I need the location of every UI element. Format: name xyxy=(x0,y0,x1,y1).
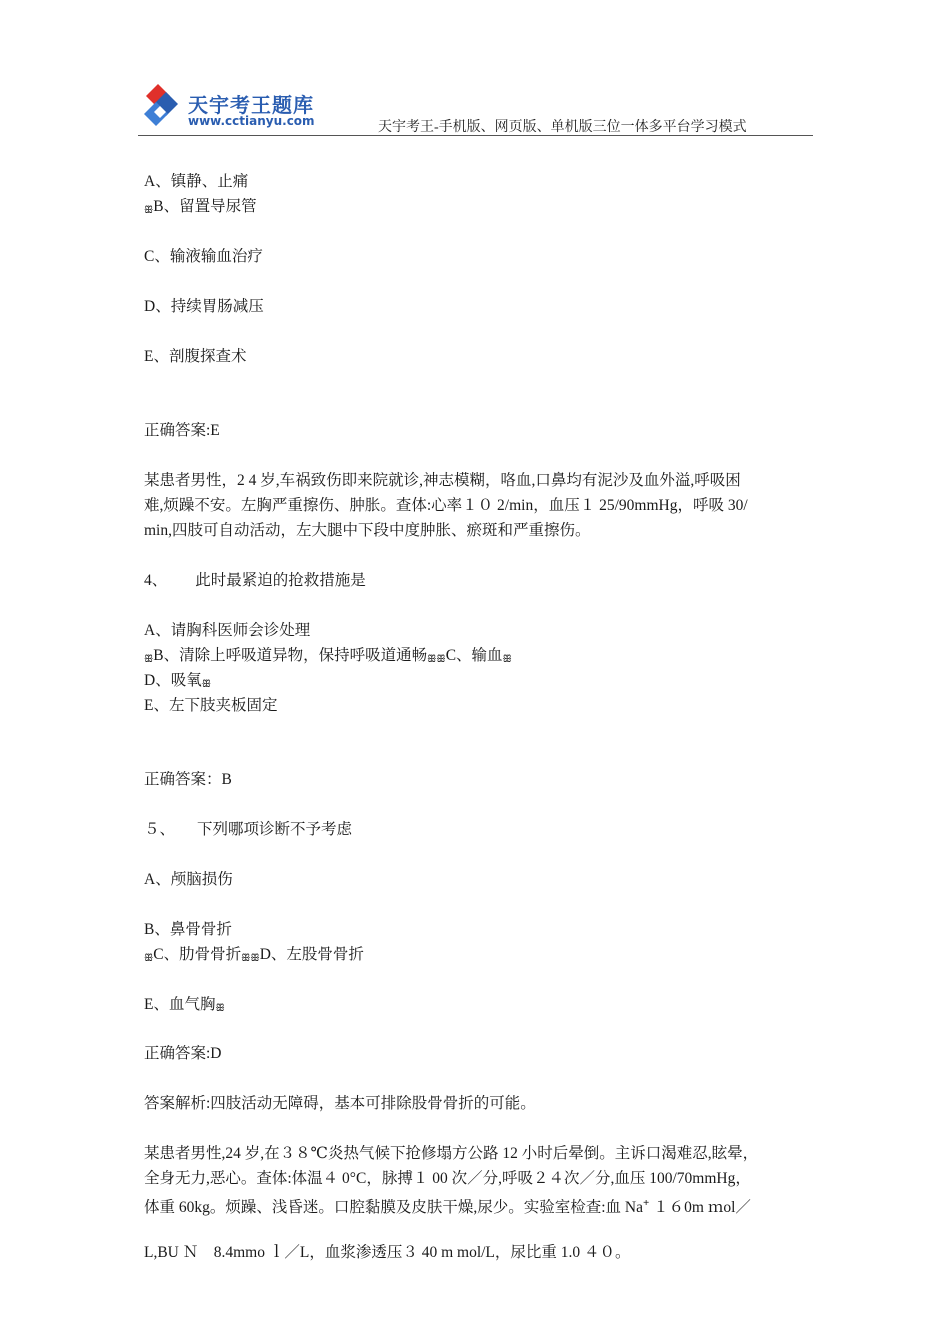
q4-options-bc-line xyxy=(144,646,512,670)
case2-line-2: 全身无力,恶心。查体:体温４ 0°C，脉搏１ 00 次／分,呼吸２４次／分,血压 100/70mmHg， xyxy=(144,1170,751,1187)
mark-glyph: ꕥ xyxy=(144,953,154,964)
page-header xyxy=(138,78,813,136)
mark-glyph: ꕥ xyxy=(201,679,211,690)
case2-line-1: 某患者男性,24 岁,在３８℃炎热气候下抢修塌方公路 12 小时后晕倒。主诉口渴难忍,眩晕， xyxy=(144,1145,759,1162)
case1-line-3: min,四肢可自动活动，左大腿中下段中度肿胀、瘀斑和严重擦伤。 xyxy=(144,522,591,539)
case2-paragraph xyxy=(144,1141,804,1220)
mark-glyph: ꕥ xyxy=(144,205,154,216)
q4-option-a: A、请胸科医师会诊处理 xyxy=(144,622,311,639)
tianyu-logo-icon xyxy=(144,82,190,130)
brand-name: 天宇考王题库 xyxy=(188,93,314,117)
q4-number: 4、 xyxy=(144,572,168,589)
q3-option-d: D、持续胃肠减压 xyxy=(144,298,264,315)
case2-line-3 xyxy=(144,1191,804,1220)
q4-option-b: B、清除上呼吸道异物，保持呼吸道通畅 xyxy=(153,647,428,664)
q5-option-e: E、血气胸 xyxy=(144,996,216,1013)
q4-option-e: E、左下肢夹板固定 xyxy=(144,697,278,714)
case1-line-2: 难,烦躁不安。左胸严重擦伤、肿胀。查体:心率１０ 2/min，血压１ 25/90mmHg，呼吸 30/ xyxy=(144,497,748,514)
q5-stem: 下列哪项诊断不予考虑 xyxy=(197,821,353,838)
q4-answer: 正确答案：B xyxy=(144,771,232,788)
q3-option-b: B、留置导尿管 xyxy=(153,198,257,215)
q3-option-b-line xyxy=(144,197,257,221)
case2-line-3a: 体重 60kg。烦躁、浅昏迷。口腔黏膜及皮肤干燥,尿少。实验室检查:血 Na xyxy=(144,1199,644,1217)
header-tagline: 天宇考王-手机版、网页版、单机版三位一体多平台学习模式 xyxy=(378,120,747,135)
case1-paragraph xyxy=(144,468,804,543)
q5-options-cd-line xyxy=(144,945,364,969)
mark-glyph: ꕥ xyxy=(250,953,260,964)
q4-stem-line xyxy=(144,571,366,591)
mark-glyph: ꕥ xyxy=(215,1003,225,1014)
sodium-superscript: + xyxy=(643,1197,650,1209)
q3-option-c: C、输液输血治疗 xyxy=(144,248,263,265)
q4-option-d-line xyxy=(144,671,211,695)
mark-glyph: ꕥ xyxy=(502,654,512,665)
mark-glyph: ꕥ xyxy=(427,654,437,665)
q5-option-d: D、左股骨骨折 xyxy=(259,946,364,963)
q5-option-c: C、肋骨骨折 xyxy=(153,946,242,963)
q4-option-d: D、吸氧 xyxy=(144,672,202,689)
q5-option-a: A、颅脑损伤 xyxy=(144,871,233,888)
q5-number: ５、 xyxy=(144,821,176,838)
q3-answer: 正确答案:E xyxy=(144,422,220,439)
case2-line-3b: １６0m ｍol／ xyxy=(653,1199,751,1217)
q3-option-e: E、剖腹探查术 xyxy=(144,348,247,365)
q4-option-c: C、输血 xyxy=(445,647,503,664)
q5-stem-line xyxy=(144,820,352,840)
mark-glyph: ꕥ xyxy=(241,953,251,964)
q4-stem: 此时最紧迫的抢救措施是 xyxy=(195,572,366,589)
q5-answer: 正确答案:D xyxy=(144,1045,222,1062)
case2-line-4: L,BU Ｎ 8.4mmo ｌ／L，血浆渗透压３ 40 m mol/L，尿比重 1.0 ４０。 xyxy=(144,1244,631,1261)
brand-url: www.cctianyu.com xyxy=(188,114,315,128)
mark-glyph: ꕥ xyxy=(436,654,446,665)
q5-option-b: B、鼻骨骨折 xyxy=(144,921,232,938)
q3-option-a: A、镇静、止痛 xyxy=(144,173,249,190)
q5-explanation: 答案解析:四肢活动无障碍，基本可排除股骨骨折的可能。 xyxy=(144,1095,536,1112)
case1-line-1: 某患者男性，2 4 岁,车祸致伤即来院就诊,神志模糊，咯血,口鼻均有泥沙及血外溢,呼吸困 xyxy=(144,472,741,489)
q5-option-e-line xyxy=(144,995,225,1019)
mark-glyph: ꕥ xyxy=(144,654,154,665)
